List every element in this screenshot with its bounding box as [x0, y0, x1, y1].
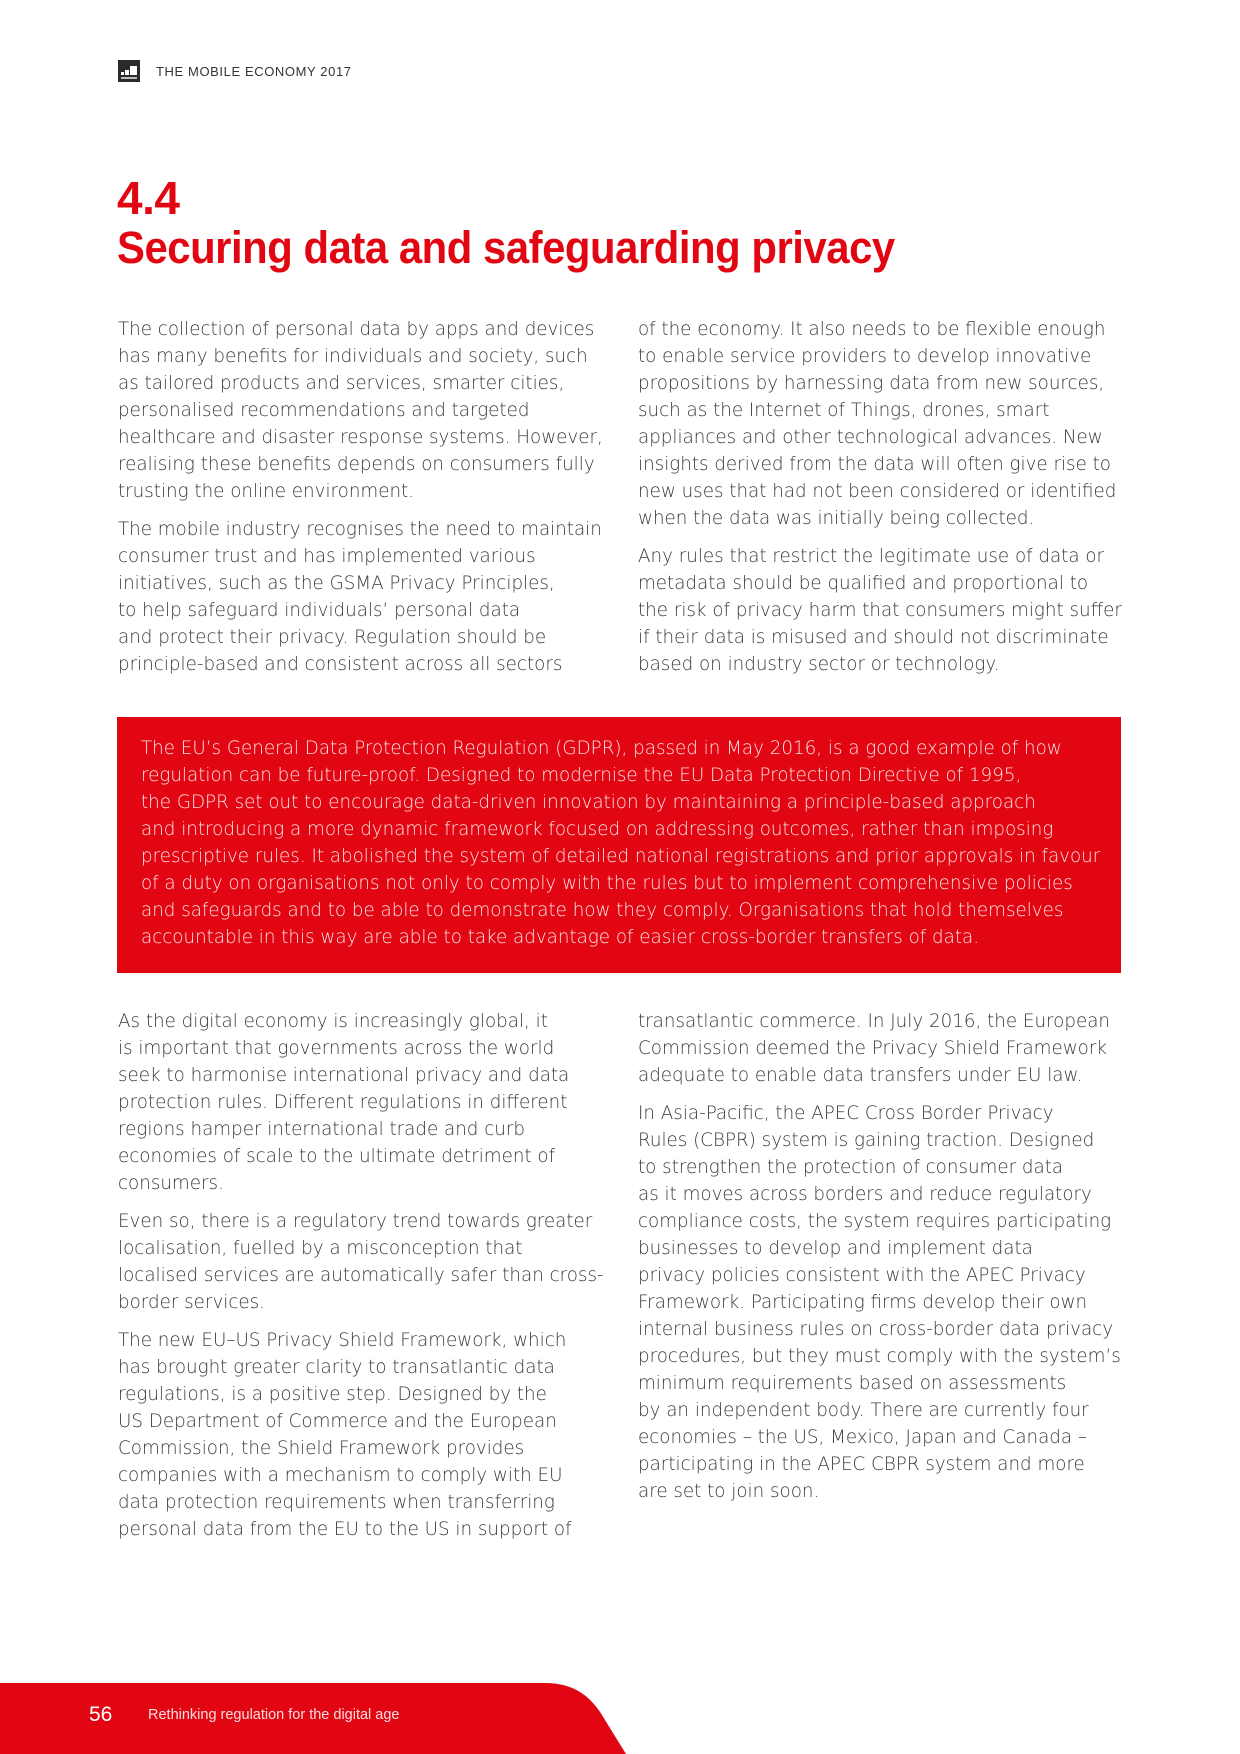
text-line: The mobile industry recognises the need to maintain: [118, 519, 602, 540]
text-line: Commission, the Shield Framework provides: [118, 1438, 525, 1459]
text-line: privacy policies consistent with the APEC Privacy: [638, 1265, 1086, 1286]
paragraph: [638, 1100, 1138, 1505]
gdpr-callout-box: [117, 717, 1121, 973]
text-line: seek to harmonise international privacy and data: [118, 1065, 570, 1086]
text-line: In Asia-Pacific, the APEC Cross Border Privacy: [638, 1103, 1054, 1124]
text-line: economies of scale to the ultimate detriment of: [118, 1146, 556, 1167]
section-number: 4.4: [117, 172, 180, 224]
text-line: prescriptive rules. It abolished the system of detailed national registrations and prior approvals in favour: [141, 846, 1101, 867]
text-line: based on industry sector or technology.: [638, 654, 1000, 675]
text-line: the GDPR set out to encourage data-driven innovation by maintaining a principle-based approach: [141, 792, 1036, 813]
text-line: Framework. Participating firms develop their own: [638, 1292, 1088, 1313]
text-line: principle-based and consistent across all sectors: [118, 654, 563, 675]
text-line: The new EU–US Privacy Shield Framework, which: [118, 1330, 567, 1351]
text-line: participating in the APEC CBPR system and more: [638, 1454, 1085, 1475]
page-number: 56: [89, 1703, 113, 1726]
body-column-bottom-left: [118, 1008, 618, 1554]
text-line: metadata should be qualified and proportional to: [638, 573, 1089, 594]
text-line: personal data from the EU to the US in support of: [118, 1519, 572, 1540]
text-line: minimum requirements based on assessments: [638, 1373, 1067, 1394]
text-line: As the digital economy is increasingly global, it: [118, 1011, 548, 1032]
text-line: propositions by harnessing data from new sources,: [638, 373, 1105, 394]
text-line: Rules (CBPR) system is gaining traction. Designed: [638, 1130, 1095, 1151]
text-line: has brought greater clarity to transatlantic data: [118, 1357, 555, 1378]
publication-title: THE MOBILE ECONOMY 2017: [156, 63, 352, 79]
text-line: transatlantic commerce. In July 2016, the European: [638, 1011, 1110, 1032]
text-line: The EU’s General Data Protection Regulation (GDPR), passed in May 2016, is a good example of how: [141, 738, 1062, 759]
text-line: are set to join soon.: [638, 1481, 820, 1502]
text-line: and protect their privacy. Regulation should be: [118, 627, 547, 648]
text-line: has many benefits for individuals and society, such: [118, 346, 588, 367]
body-column-top-right: [638, 316, 1138, 689]
text-line: healthcare and disaster response systems. However,: [118, 427, 603, 448]
paragraph: [638, 1008, 1138, 1089]
text-line: to strengthen the protection of consumer data: [638, 1157, 1064, 1178]
text-line: as it moves across borders and reduce regulatory: [638, 1184, 1092, 1205]
text-line: economies – the US, Mexico, Japan and Canada –: [638, 1427, 1088, 1448]
paragraph: [118, 1008, 618, 1197]
text-line: Even so, there is a regulatory trend towards greater: [118, 1211, 593, 1232]
text-line: the risk of privacy harm that consumers might suffer: [638, 600, 1122, 621]
paragraph: [638, 316, 1138, 532]
text-line: of a duty on organisations not only to comply with the rules but to implement comprehensive policies: [141, 873, 1073, 894]
text-line: regulations, is a positive step. Designed by the: [118, 1384, 547, 1405]
text-line: localisation, fuelled by a misconception that: [118, 1238, 523, 1259]
text-line: data protection requirements when transferring: [118, 1492, 555, 1513]
text-line: Commission deemed the Privacy Shield Framework: [638, 1038, 1107, 1059]
text-line: consumer trust and has implemented various: [118, 546, 536, 567]
gsma-logo-icon: [118, 60, 140, 82]
text-line: new uses that had not been considered or identified: [638, 481, 1117, 502]
text-line: localised services are automatically safer than cross-: [118, 1265, 604, 1286]
text-line: US Department of Commerce and the European: [118, 1411, 557, 1432]
text-line: internal business rules on cross-border data privacy: [638, 1319, 1114, 1340]
text-line: companies with a mechanism to comply with EU: [118, 1465, 563, 1486]
text-line: procedures, but they must comply with the system’s: [638, 1346, 1121, 1367]
text-line: initiatives, such as the GSMA Privacy Principles,: [118, 573, 555, 594]
body-column-top-left: [118, 316, 618, 689]
text-line: personalised recommendations and targeted: [118, 400, 530, 421]
text-line: if their data is misused and should not discriminate: [638, 627, 1109, 648]
text-line: as tailored products and services, smarter cities,: [118, 373, 565, 394]
text-line: and safeguards and to be able to demonstrate how they comply. Organisations that hold themselves: [141, 900, 1064, 921]
text-line: and introducing a more dynamic framework focused on addressing outcomes, rather than imposing: [141, 819, 1054, 840]
running-header: [118, 60, 352, 82]
paragraph: [638, 543, 1138, 678]
text-line: businesses to develop and implement data: [638, 1238, 1033, 1259]
text-line: trusting the online environment.: [118, 481, 415, 502]
text-line: accountable in this way are able to take advantage of easier cross-border transfers of data.: [141, 927, 980, 948]
text-line: such as the Internet of Things, drones, smart: [638, 400, 1050, 421]
text-line: is important that governments across the world: [118, 1038, 555, 1059]
chapter-title: Rethinking regulation for the digital age: [148, 1707, 400, 1723]
text-line: appliances and other technological advances. New: [638, 427, 1103, 448]
text-line: The collection of personal data by apps and devices: [118, 319, 595, 340]
callout-text: [141, 735, 1100, 951]
text-line: of the economy. It also needs to be flexible enough: [638, 319, 1106, 340]
text-line: to help safeguard individuals’ personal data: [118, 600, 521, 621]
text-line: compliance costs, the system requires participating: [638, 1211, 1112, 1232]
text-line: consumers.: [118, 1173, 224, 1194]
paragraph: [118, 1208, 618, 1316]
text-line: realising these benefits depends on consumers fully: [118, 454, 595, 475]
text-line: adequate to enable data transfers under EU law.: [638, 1065, 1083, 1086]
text-line: regions hamper international trade and curb: [118, 1119, 525, 1140]
text-line: to enable service providers to develop innovative: [638, 346, 1092, 367]
paragraph: [118, 316, 618, 505]
paragraph: [118, 516, 618, 678]
paragraph: [118, 1327, 618, 1543]
text-line: regulation can be future-proof. Designed to modernise the EU Data Protection Directive of 1995,: [141, 765, 1022, 786]
text-line: protection rules. Different regulations in different: [118, 1092, 568, 1113]
text-line: when the data was initially being collected.: [638, 508, 1035, 529]
text-line: insights derived from the data will often give rise to: [638, 454, 1111, 475]
text-line: border services.: [118, 1292, 265, 1313]
body-column-bottom-right: [638, 1008, 1138, 1516]
text-line: Any rules that restrict the legitimate use of data or: [638, 546, 1105, 567]
text-line: by an independent body. There are currently four: [638, 1400, 1089, 1421]
section-title: Securing data and safeguarding privacy: [117, 222, 895, 273]
